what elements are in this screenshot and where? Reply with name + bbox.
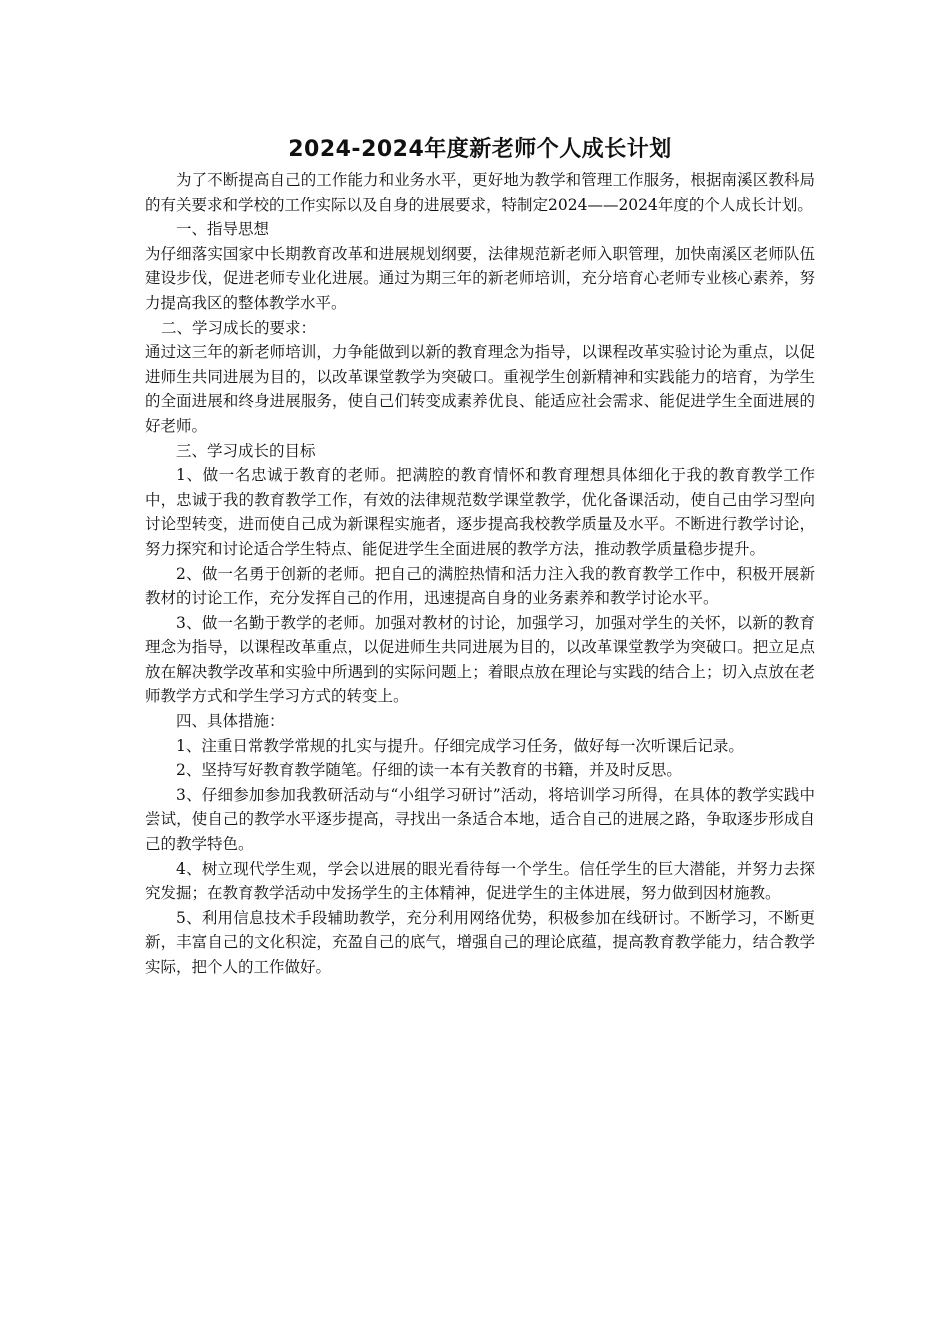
section-heading-requirements: 二、学习成长的要求： — [161, 318, 317, 337]
section-heading-goals: 三、学习成长的目标 — [176, 441, 316, 460]
goal-item: 2、做一名勇于创新的老师。把自己的满腔热情和活力注入我的教育教学工作中，积极开展新教材的讨论工作，充分发挥自己的作用，迅速提高自身的业务素养和教学讨论水平。 — [145, 564, 815, 608]
section-body-guiding-thought: 为仔细落实国家中长期教育改革和进展规划纲要，法律规范新老师入职管理，加快南溪区老师队伍建设步伐，促进老师专业化进展。通过为期三年的新老师培训，充分培育心老师专业核心素养，努力提高我区的整体教学水平。 — [145, 244, 815, 312]
section-heading-measures: 四、具体措施： — [176, 712, 285, 731]
section-heading-guiding-thought: 一、指导思想 — [176, 220, 270, 239]
goal-item: 3、做一名勤于教学的老师。加强对教材的讨论，加强学习，加强对学生的关怀，以新的教育理念为指导，以课程改革重点，以促进师生共同进展为目的，以改革课堂教学为突破口。把立足点放在解决教学改革和实验中所遇到的实际问题上；着眼点放在理论与实践的结合上；切入点放在老师教学方式和学生学习方式的转变上。 — [145, 613, 815, 706]
measure-item: 3、仔细参加参加我教研活动与“小组学习研讨”活动，将培训学习所得，在具体的教学实践中尝试，使自己的教学水平逐步提高，寻找出一条适合本地，适合自己的进展之路，争取逐步形成自己的教学特色。 — [145, 785, 815, 854]
document-page — [145, 132, 815, 980]
measure-item: 5、利用信息技术手段辅助教学，充分利用网络优势，积极参加在线研讨。不断学习，不断更新，丰富自己的文化积淀，充盈自己的底气，增强自己的理论底蕴，提高教育教学能力，结合教学实际，把个人的工作做好。 — [145, 908, 815, 976]
document-title: 2024-2024年度新老师个人成长计划 — [288, 137, 672, 162]
goal-item: 1、做一名忠诚于教育的老师。把满腔的教育情怀和教育理想具体细化于我的教育教学工作中，忠诚于我的教育教学工作，有效的法律规范数学课堂教学，优化备课活动，使自己由学习型向讨论型转变，进而使自己成为新课程实施者，逐步提高我校教学质量及水平。不断进行教学讨论，努力探究和讨论适合学生特点、能促进学生全面进展的教学方法，推动教学质量稳步提升。 — [145, 466, 815, 558]
measure-item: 2、坚持写好教育教学随笔。仔细的读一本有关教育的书籍，并及时反思。 — [176, 761, 682, 780]
section-body-requirements: 通过这三年的新老师培训，力争能做到以新的教育理念为指导，以课程改革实验讨论为重点，以促进师生共同进展为目的，以改革课堂教学为突破口。重视学生创新精神和实践能力的培育，为学生的全面进展和终身进展服务，使自己们转变成素养优良、能适应社会需求、能促进学生全面进展的好老师。 — [145, 343, 815, 435]
measure-item: 1、注重日常教学常规的扎实与提升。仔细完成学习任务，做好每一次听课后记录。 — [176, 736, 744, 755]
measure-item: 4、树立现代学生观，学会以进展的眼光看待每一个学生。信任学生的巨大潜能，并努力去探究发掘；在教育教学活动中发扬学生的主体精神，促进学生的主体进展，努力做到因材施教。 — [145, 859, 815, 903]
intro-paragraph: 为了不断提高自己的工作能力和业务水平，更好地为教学和管理工作服务，根据南溪区教科局的有关要求和学校的工作实际以及自身的进展要求，特制定2024——2024年度的个人成长计划。 — [145, 171, 815, 214]
